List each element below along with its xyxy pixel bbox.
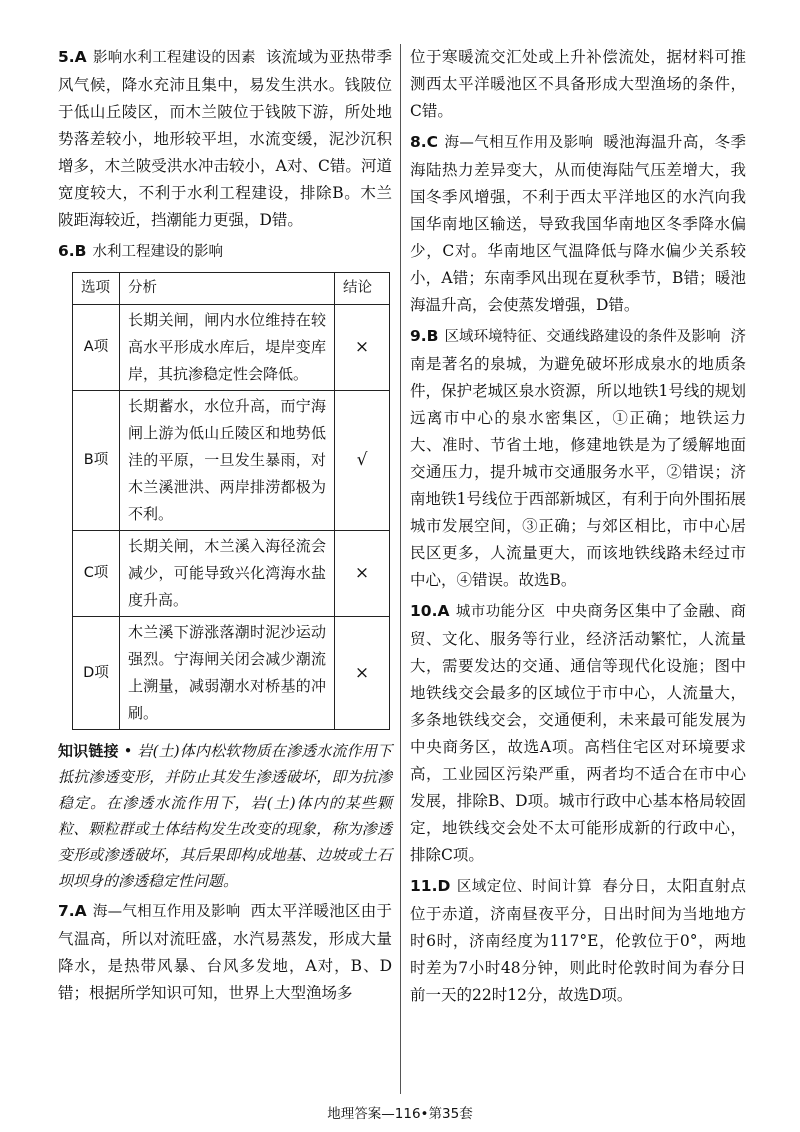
row-option: A项 (73, 305, 120, 391)
row-analysis: 长期蓄水，水位升高，而宁海闸上游为低山丘陵区和地势低洼的平原，一旦发生暴雨，对木兰溪泄洪、两岸排涝都极为不利。 (120, 391, 335, 531)
answer-8-number: 8.C (410, 133, 439, 151)
answer-10-number: 10.A (410, 602, 450, 620)
header-result: 结论 (335, 273, 390, 305)
header-analysis: 分析 (120, 273, 335, 305)
row-option: D项 (73, 617, 120, 730)
row-option: B项 (73, 391, 120, 531)
answer-5 (58, 44, 392, 234)
answer-6-number: 6.B (58, 242, 87, 260)
page-footer: 地理答案—116•第35套 (327, 1106, 473, 1122)
row-analysis: 长期关闸，闸内水位维持在较高水平形成水库后，堤岸变库岸，其抗渗稳定性会降低。 (120, 305, 335, 391)
analysis-table (72, 272, 390, 730)
answer-5-number: 5.A (58, 48, 87, 66)
answer-8 (410, 129, 746, 319)
answer-11 (410, 873, 746, 1009)
answer-7 (58, 898, 392, 1007)
table-row (73, 391, 390, 531)
row-analysis: 木兰溪下游涨落潮时泥沙运动强烈。宁海闸关闭会减少潮流上溯量，减弱潮水对桥基的冲刷。 (120, 617, 335, 730)
answer-8-text: 暖池海温升高，冬季海陆热力差异变大，从而使海陆气压差增大，我国冬季风增强，不利于西太平洋地区的水汽向我国华南地区输送，导致我国华南地区冬季降水偏少，C对。华南地区气温降低与降水偏少关系较小，A错；东南季风出现在夏秋季节，B错；暖池海温升高，会使蒸发增强，D错。 (410, 133, 746, 314)
left-column (58, 44, 392, 1011)
table-row (73, 305, 390, 391)
right-column (410, 44, 746, 1013)
row-analysis: 长期关闸，木兰溪入海径流会减少，可能导致兴化湾海水盐度升高。 (120, 531, 335, 617)
answer-10-text: 中央商务区集中了金融、商贸、文化、服务等行业，经济活动繁忙，人流量大，需要发达的交通、通信等现代化设施；图中地铁线交会最多的区域位于市中心，人流量大，多条地铁线交会，交通便利，未来最可能发展为中央商务区，故选A项。高档住宅区对环境要求高，工业园区污染严重，两者均不适合在市中心发展，排除B、D项。城市行政中心基本格局较固定，地铁线交会处不太可能形成新的行政中心，排除C项。 (410, 602, 747, 864)
answer-7-number: 7.A (58, 902, 87, 920)
knowledge-link-text: 岩(土)体内松软物质在渗透水流作用下抵抗渗透变形，并防止其发生渗透破坏，即为抗渗稳定。在渗透水流作用下，岩(土)体内的某些颗粒、颗粒群或土体结构发生改变的现象，称为渗透变形或渗透破坏，其后果即构成地基、边坡或土石坝坝身的渗透稳定性问题。 (58, 742, 392, 890)
header-option: 选项 (73, 273, 120, 305)
bullet: • (118, 742, 138, 760)
table-header-row (73, 273, 390, 305)
knowledge-link-label: 知识链接 (58, 742, 119, 760)
answer-10 (410, 598, 746, 869)
answer-9-topic: 区域环境特征、交通线路建设的条件及影响 (444, 329, 721, 345)
table-row (73, 617, 390, 730)
row-result: × (335, 617, 390, 730)
answer-6-topic: 水利工程建设的影响 (92, 244, 223, 260)
answer-7-continued: 位于寒暖流交汇处或上升补偿流处，据材料可推测西太平洋暖池区不具备形成大型渔场的条件，C错。 (410, 48, 746, 120)
column-divider (400, 44, 401, 1094)
answer-9-number: 9.B (410, 327, 439, 345)
table-row (73, 531, 390, 617)
answer-11-topic: 区域定位、时间计算 (456, 879, 593, 895)
answer-9-text: 济南是著名的泉城，为避免破坏形成泉水的地质条件，保护老城区泉水资源，所以地铁1号线的规划远离市中心的泉水密集区，①正确；地铁运力大、准时、节省土地，修建地铁是为了缓解地面交通压力，提升城市交通服务水平，②错误；济南地铁1号线位于西部新城区，有利于向外围拓展城市发展空间，③正确；与郊区相比，市中心居民区更多，人流量更大，而该地铁线路未经过市中心，④错误。故选B。 (410, 327, 746, 589)
answer-11-number: 11.D (410, 877, 451, 895)
row-result: × (335, 531, 390, 617)
answer-6 (58, 238, 392, 266)
answer-5-text: 该流域为亚热带季风气候，降水充沛且集中，易发生洪水。钱陂位于低山丘陵区，而木兰陂位于钱陂下游，所处地势落差较小，地形较平坦，水流变缓，泥沙沉积增多，木兰陂受洪水冲击较小，A对、C错。河道宽度较大，不利于水利工程建设，排除B。木兰陂距海较近，挡潮能力更强，D错。 (58, 48, 392, 229)
answer-7-topic: 海—气相互作用及影响 (92, 904, 241, 920)
answer-10-topic: 城市功能分区 (455, 604, 546, 620)
answer-11-text: 春分日，太阳直射点位于赤道，济南昼夜平分，日出时间为当地地方时6时，济南经度为117°E，伦敦位于0°，两地时差为7小时48分钟，则此时伦敦时间为春分日前一天的22时12分，故选D项。 (410, 877, 746, 1004)
row-result: √ (335, 391, 390, 531)
row-option: C项 (73, 531, 120, 617)
answer-7-text: 西太平洋暖池区由于气温高，所以对流旺盛，水汽易蒸发，形成大量降水，是热带风暴、台风多发地，A对，B、D错；根据所学知识可知，世界上大型渔场多 (58, 902, 392, 1002)
answer-9 (410, 323, 746, 594)
answer-8-topic: 海—气相互作用及影响 (444, 135, 594, 151)
knowledge-link (58, 738, 392, 894)
answer-5-topic: 影响水利工程建设的因素 (92, 50, 256, 66)
row-result: × (335, 305, 390, 391)
